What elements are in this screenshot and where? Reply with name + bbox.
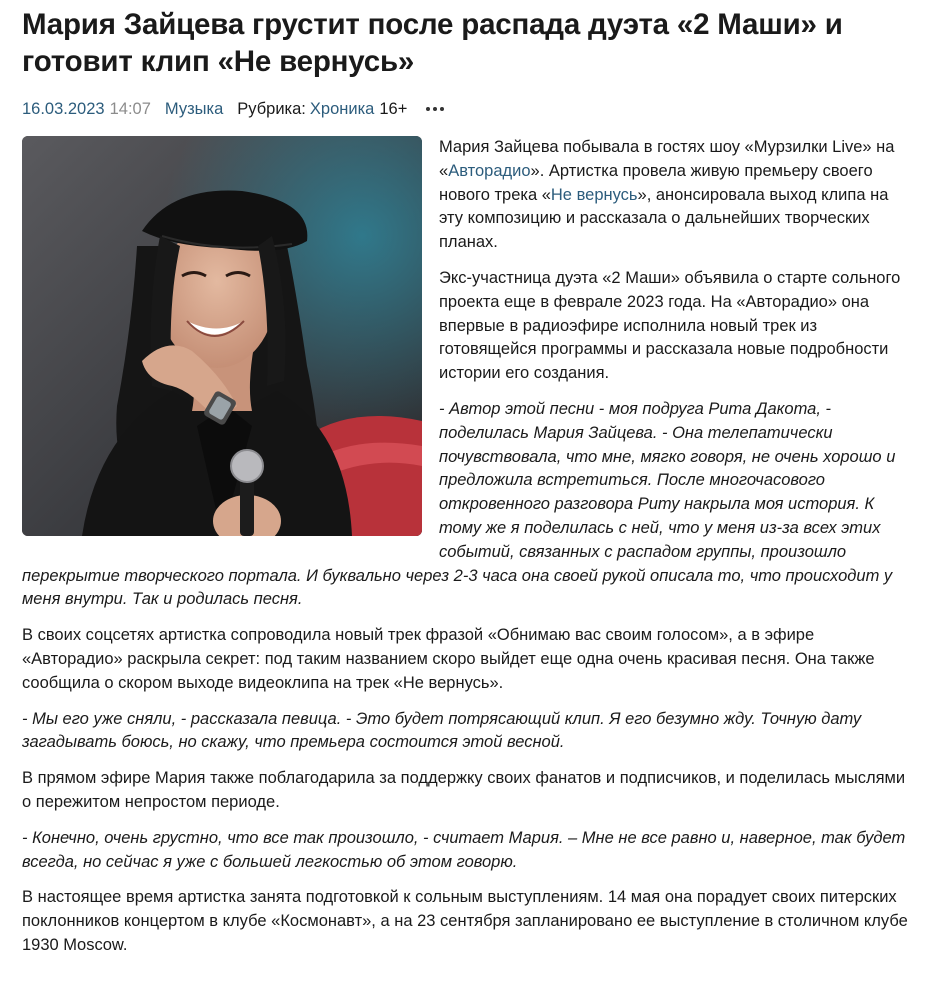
paragraph-2: Экс-участница дуэта «2 Маши» объявила о старте сольного проекта еще в феврале 2023 года. На «Авторадио» она впервые в радиоэфире исполнила новый трек из готовящейся программы и рассказала новые подробности истории его создания. [439, 268, 901, 383]
age-rating-badge: 16+ [379, 99, 408, 118]
article-body [22, 136, 912, 958]
publish-date: 16.03.2023 [22, 99, 105, 118]
publish-time: 14:07 [109, 99, 151, 118]
article-photo [22, 136, 422, 536]
paragraph-6: В прямом эфире Мария также поблагодарила за поддержку своих фанатов и подписчиков, и поделилась мыслями о пережитом непростом периоде. [22, 769, 906, 811]
more-dots-icon[interactable] [424, 103, 446, 115]
rubric-label: Рубрика: [237, 99, 306, 118]
category-link[interactable]: Музыка [164, 99, 224, 118]
link-avtoradio[interactable]: Авторадио [448, 161, 531, 180]
quote-3: - Конечно, очень грустно, что все так произошло, - считает Мария. – Мне не все равно и, наверное, так будет всегда, но сейчас я уже с большей легкостью об этом говорю. [22, 828, 906, 871]
quote-1: - Автор этой песни - моя подруга Рита Дакота, - поделилась Мария Зайцева. - Она телепатически почувствовала, что мне, мягко говоря, не очень хорошо и предложила встретиться. После многочасового откровенного разговора Риту накрыла моя история. К тому же я поделилась с ней, что у меня из-за всех этих событий, связанных с распадом группы, произошло перекрытие творческого портала. И буквально через 2-3 часа она своей рукой описала то, что происходит у меня внутри. Так и родилась песня. [22, 399, 896, 609]
rubric-link[interactable]: Хроника [309, 99, 375, 118]
paragraph-4: В своих соцсетях артистка сопроводила новый трек фразой «Обнимаю вас своим голосом», а в эфире «Авторадио» раскрыла секрет: под таким названием скоро выйдет еще одна очень красивая песня. Она также сообщила о скором выходе видеоклипа на трек «Не вернусь». [22, 626, 875, 692]
paragraph-1-text-a: Мария Зайцева побывала в гостях шоу «Мурзилки Live» на « [439, 138, 895, 180]
paragraph-1-text-b: ». Артистка провела живую премьеру своего нового трека « [439, 161, 873, 204]
article [22, 0, 912, 970]
photo-image [22, 136, 422, 536]
quote-2: - Мы его уже сняли, - рассказала певица. - Это будет потрясающий клип. Я его безумно жду. Точную дату загадывать боюсь, но скажу, что премьера состоится этой весной. [22, 709, 862, 752]
article-title: Мария Зайцева грустит после распада дуэта «2 Маши» и готовит клип «Не вернусь» [22, 8, 843, 78]
paragraph-8: В настоящее время артистка занята подготовкой к сольным выступлениям. 14 мая она порадует своих питерских поклонников концертом в клубе «Космонавт», а на 23 сентября запланировано ее выступление в столичном клубе 1930 Moscow. [22, 888, 908, 954]
paragraph-1-text-c: », анонсировала выход клипа на эту композицию и рассказала о дальнейших творческих планах. [439, 185, 889, 252]
link-ne-vernus[interactable]: Не вернусь [550, 185, 638, 204]
article-meta [22, 97, 912, 121]
